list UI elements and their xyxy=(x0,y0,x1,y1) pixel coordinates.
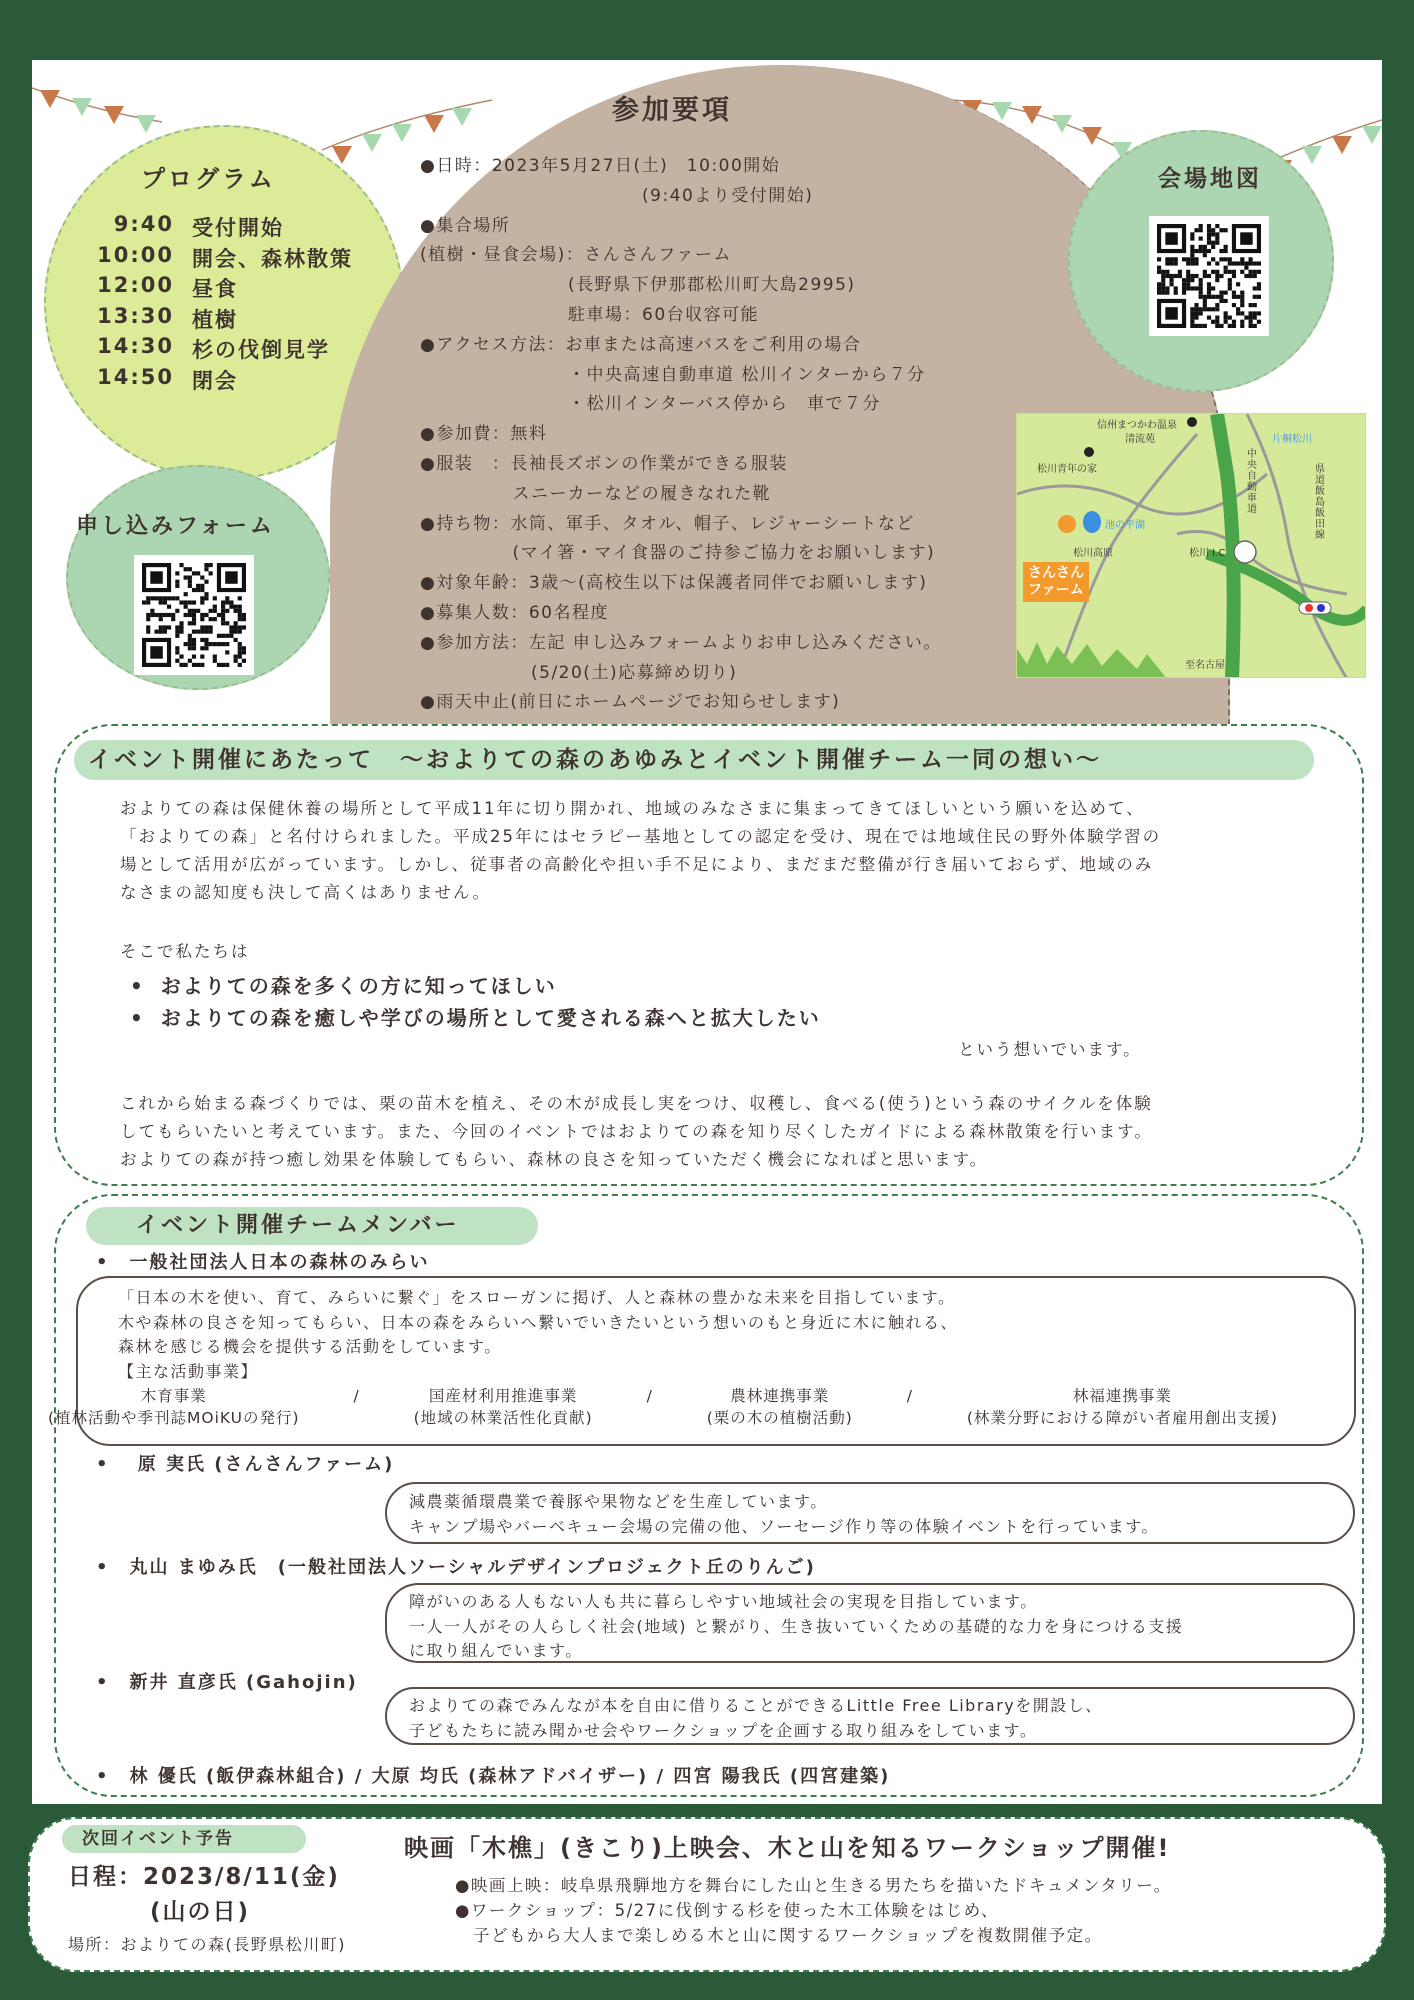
venue-qr-code[interactable] xyxy=(1149,216,1269,336)
next-event-line: 子どもから大人まで楽しめる木と山に関するワークショップを複数開催予定。 xyxy=(455,1926,1103,1945)
next-event-holiday: (山の日) xyxy=(150,1899,251,1925)
member-1-lines xyxy=(118,1286,1314,1360)
map-label-seinen: 松川青年の家 xyxy=(1037,464,1097,475)
map-label-seiryu: 清流苑 xyxy=(1125,434,1155,445)
activity-item xyxy=(967,1385,1278,1429)
next-event-tag: 次回イベント予告 xyxy=(62,1825,306,1853)
activity-item xyxy=(707,1385,853,1429)
map-label-onsen: 信州まつかわ温泉 xyxy=(1097,420,1177,431)
activity-sub: (林業分野における障がい者雇用創出支援) xyxy=(966,1409,1278,1427)
info-row: (5/20(土)応募締め切り) xyxy=(420,662,738,683)
info-row: スニーカーなどの履きなれた靴 xyxy=(420,483,772,504)
venue-map-circle xyxy=(1068,130,1334,392)
form-title: 申し込みフォーム xyxy=(76,514,275,539)
program-label: 閉会 xyxy=(192,368,238,393)
member-line: キャンプ場やバーベキュー会場の完備の他、ソーセージ作り等の体験イベントを行っています。 xyxy=(409,1516,1159,1536)
activity-separator: / xyxy=(646,1387,653,1405)
form-circle xyxy=(66,465,330,690)
program-row xyxy=(90,243,353,274)
program-label: 植樹 xyxy=(192,307,238,332)
program-label: 杉の伐倒見学 xyxy=(192,338,330,362)
program-time: 10:00 xyxy=(97,242,174,267)
member-4-desc xyxy=(385,1687,1355,1745)
program-label: 開会、森林散策 xyxy=(192,246,353,271)
next-event-line: ●ワークショップ：5/27に伐倒する杉を使った木工体験をはじめ、 xyxy=(455,1901,999,1920)
intro-line: 「およりての森」と名付けられました。平成25年にはセラピー基地としての認定を受け、現在では地域住民の野外体験学習の xyxy=(120,827,1162,846)
activities-grid xyxy=(48,1385,1278,1429)
info-row: ●集合場所 xyxy=(420,215,511,236)
intro-lead: そこで私たちは xyxy=(120,942,250,961)
info-row: ●参加費：無料 xyxy=(420,424,548,445)
info-row: ・中央高速自動車道 松川インターから７分 xyxy=(420,364,926,385)
activity-sub: (栗の木の植樹活動) xyxy=(706,1409,853,1427)
info-row: (9:40より受付開始) xyxy=(420,185,814,206)
info-row: ●アクセス方法：お車または高速バスをご利用の場合 xyxy=(420,334,862,355)
program-time: 13:30 xyxy=(97,303,174,328)
info-row: ●持ち物：水筒、軍手、タオル、帽子、レジャーシートなど xyxy=(420,513,915,534)
activity-separator: / xyxy=(353,1387,360,1405)
member-4-name: • 新井 直彦氏 (Gahojin) xyxy=(96,1672,358,1693)
next-event-place: 場所：およりての森(長野県松川町) xyxy=(68,1935,346,1954)
intro-line: なさまの認知度も決して高くはありません。 xyxy=(120,883,491,902)
map-label-chuo: 中央自動車道 xyxy=(1247,449,1257,515)
intro-line: 場として活用が広がっています。しかし、従事者の高齢化や担い手不足により、まだまだ整備が行き届いておらず、地域のみ xyxy=(120,855,1154,874)
activity-name: 農林連携事業 xyxy=(730,1387,830,1405)
member-1-line: 木や森林の良さを知ってもらい、日本の森をみらいへ繋いでいきたいという想いのもと身近に木に触れる、 xyxy=(118,1312,959,1332)
activities-label: 【主な活動事業】 xyxy=(118,1361,259,1381)
activity-name: 国産材利用推進事業 xyxy=(428,1387,578,1405)
intro-line: およりての森は保健休養の場所として平成11年に切り開かれ、地域のみなさまに集まってきてほしいという願いを込めて、 xyxy=(120,799,1145,818)
next-event-line: ●映画上映：岐阜県飛騨地方を舞台にした山と生きる男たちを描いたドキュメンタリー。 xyxy=(455,1876,1172,1895)
intro-line: これから始まる森づくりでは、栗の苗木を植え、その木が成長し実をつけ、収穫し、食べる(使う)という森のサイクルを体験 xyxy=(120,1094,1153,1113)
intro-bullet-text: およりての森を癒しや学びの場所として愛される森へと拡大したい xyxy=(160,1006,821,1030)
intro-tail: という想いでいます。 xyxy=(958,1040,1142,1059)
program-label: 受付開始 xyxy=(192,216,284,240)
info-row: ●募集人数：60名程度 xyxy=(420,602,609,623)
activity-item xyxy=(414,1385,593,1429)
info-row: ●服装 ：長袖長ズボンの作業ができる服装 xyxy=(420,453,788,474)
member-line: 減農薬循環農業で養豚や果物などを生産しています。 xyxy=(409,1492,828,1511)
member-line: 一人一人がその人らしく社会(地域) と繋がり、生き抜いていくための基礎的な力を身につける支援 xyxy=(409,1616,1184,1636)
intro-bullet xyxy=(130,1002,821,1034)
venue-map-title: 会場地図 xyxy=(1158,166,1262,192)
member-3-name: • 丸山 まゆみ氏 (一般社団法人ソーシャルデザインプロジェクト丘のりんご) xyxy=(96,1557,816,1578)
intro-bullets xyxy=(130,970,821,1034)
map-label-kogen: 松川高原 xyxy=(1073,548,1113,559)
program-time: 9:40 xyxy=(113,212,174,236)
member-line: およりての森でみんなが本を自由に借りることができるLittle Free Libraryを開設し、 xyxy=(409,1696,1103,1715)
map-label-kendo: 県道飯島飯田線 xyxy=(1315,464,1325,541)
program-row xyxy=(90,212,353,243)
program-time: 14:30 xyxy=(97,334,174,358)
intro-para2 xyxy=(120,1090,1340,1174)
map-label-katagiri: 片桐松川 xyxy=(1272,434,1312,445)
next-event-lines xyxy=(455,1873,1172,1948)
info-row: (長野県下伊那郡松川町大島2995) xyxy=(420,275,856,296)
intro-bullet xyxy=(130,970,821,1002)
program-time: 12:00 xyxy=(97,273,174,297)
activity-item xyxy=(48,1385,300,1429)
intro-para1 xyxy=(120,795,1340,907)
member-2-name: • 原 実氏 (さんさんファーム) xyxy=(96,1454,395,1475)
intro-bullet-text: およりての森を多くの方に知ってほしい xyxy=(160,974,557,998)
program-title: プログラム xyxy=(141,165,276,193)
team-heading: イベント開催チームメンバー xyxy=(86,1207,538,1245)
program-label: 昼食 xyxy=(192,277,238,301)
info-row: ●参加方法：左記 申し込みフォームよりお申し込みください。 xyxy=(420,632,942,653)
member-3-desc xyxy=(385,1583,1355,1663)
form-qr-code[interactable] xyxy=(134,555,254,675)
activity-name: 林福連携事業 xyxy=(1072,1387,1172,1405)
member-line: 子どもたちに読み聞かせ会やワークショップを企画する取り組みをしています。 xyxy=(409,1720,1038,1740)
program-row xyxy=(90,334,353,365)
member-1-name: • 一般社団法人日本の森林のみらい xyxy=(96,1252,430,1273)
intro-line: およりての森が持つ癒し効果を体験してもらい、森林の良さを知っていただく機会になればと思います。 xyxy=(120,1150,989,1169)
map-label-farm: さんさん ファーム xyxy=(1023,562,1089,602)
program-row xyxy=(90,273,353,304)
activity-separator: / xyxy=(906,1387,913,1405)
info-row: 駐車場：60台収容可能 xyxy=(420,304,760,325)
member-2-desc xyxy=(385,1482,1355,1544)
info-row: ●日時：2023年5月27日(土) 10:00開始 xyxy=(420,156,781,176)
member-1-desc xyxy=(48,1276,1356,1446)
member-1-line: 森林を感じる機会を提供する活動をしています。 xyxy=(118,1337,502,1356)
next-event-headline: 映画「木樵」(きこり)上映会、木と山を知るワークショップ開催! xyxy=(404,1834,1171,1862)
activity-sub: (地域の林業活性化貢献) xyxy=(413,1409,593,1427)
next-event-date: 日程：2023/8/11(金) xyxy=(68,1864,340,1890)
bullet-dot-icon: • xyxy=(130,974,145,998)
program-list xyxy=(90,212,353,395)
info-row: (マイ箸・マイ食器のご持参ご協力をお願いします) xyxy=(420,543,936,564)
member-line: 障がいのある人もない人も共に暮らしやすい地域社会の実現を目指しています。 xyxy=(409,1592,1038,1611)
venue-map[interactable] xyxy=(1016,413,1366,678)
activity-name: 木育事業 xyxy=(140,1387,207,1405)
member-5-name: • 林 優氏 (飯伊森林組合) / 大原 均氏 (森林アドバイザー) / 四宮 陽我氏 (四宮建築) xyxy=(96,1766,891,1787)
intro-line: してもらいたいと考えています。また、今回のイベントではおよりての森を知り尽くしたガイドによる森林散策を行います。 xyxy=(120,1122,1153,1141)
program-row xyxy=(90,304,353,335)
info-list xyxy=(420,152,1070,718)
info-row: (植樹・昼食会場)：さんさんファーム xyxy=(420,245,732,266)
intro-heading: イベント開催にあたって ～およりての森のあゆみとイベント開催チーム一同の想い～ xyxy=(74,740,1314,780)
member-line: に取り組んでいます。 xyxy=(409,1641,583,1660)
map-label-nagoya: 至名古屋 xyxy=(1185,660,1225,671)
info-row: ・松川インターバス停から 車で７分 xyxy=(420,394,881,415)
activities-row xyxy=(48,1385,1278,1429)
map-label-ike: 池の平湖 xyxy=(1105,520,1145,531)
bullet-dot-icon: • xyxy=(130,1006,145,1030)
program-time: 14:50 xyxy=(97,364,174,389)
info-row: ●雨天中止(前日にホームページでお知らせします) xyxy=(420,692,841,713)
info-row: ●対象年齢：3歳～(高校生以下は保護者同伴でお願いします) xyxy=(420,573,928,594)
member-1-line: 「日本の木を使い、育て、みらいに繋ぐ」をスローガンに掲げ、人と森林の豊かな未来を目指しています。 xyxy=(118,1288,956,1307)
activity-sub: (植林活動や季刊誌MOiKUの発行) xyxy=(48,1409,300,1427)
map-label-ic: 松川 I.C xyxy=(1189,548,1226,559)
program-row xyxy=(90,365,353,396)
sankayoko-title: 参加要項 xyxy=(612,95,732,126)
